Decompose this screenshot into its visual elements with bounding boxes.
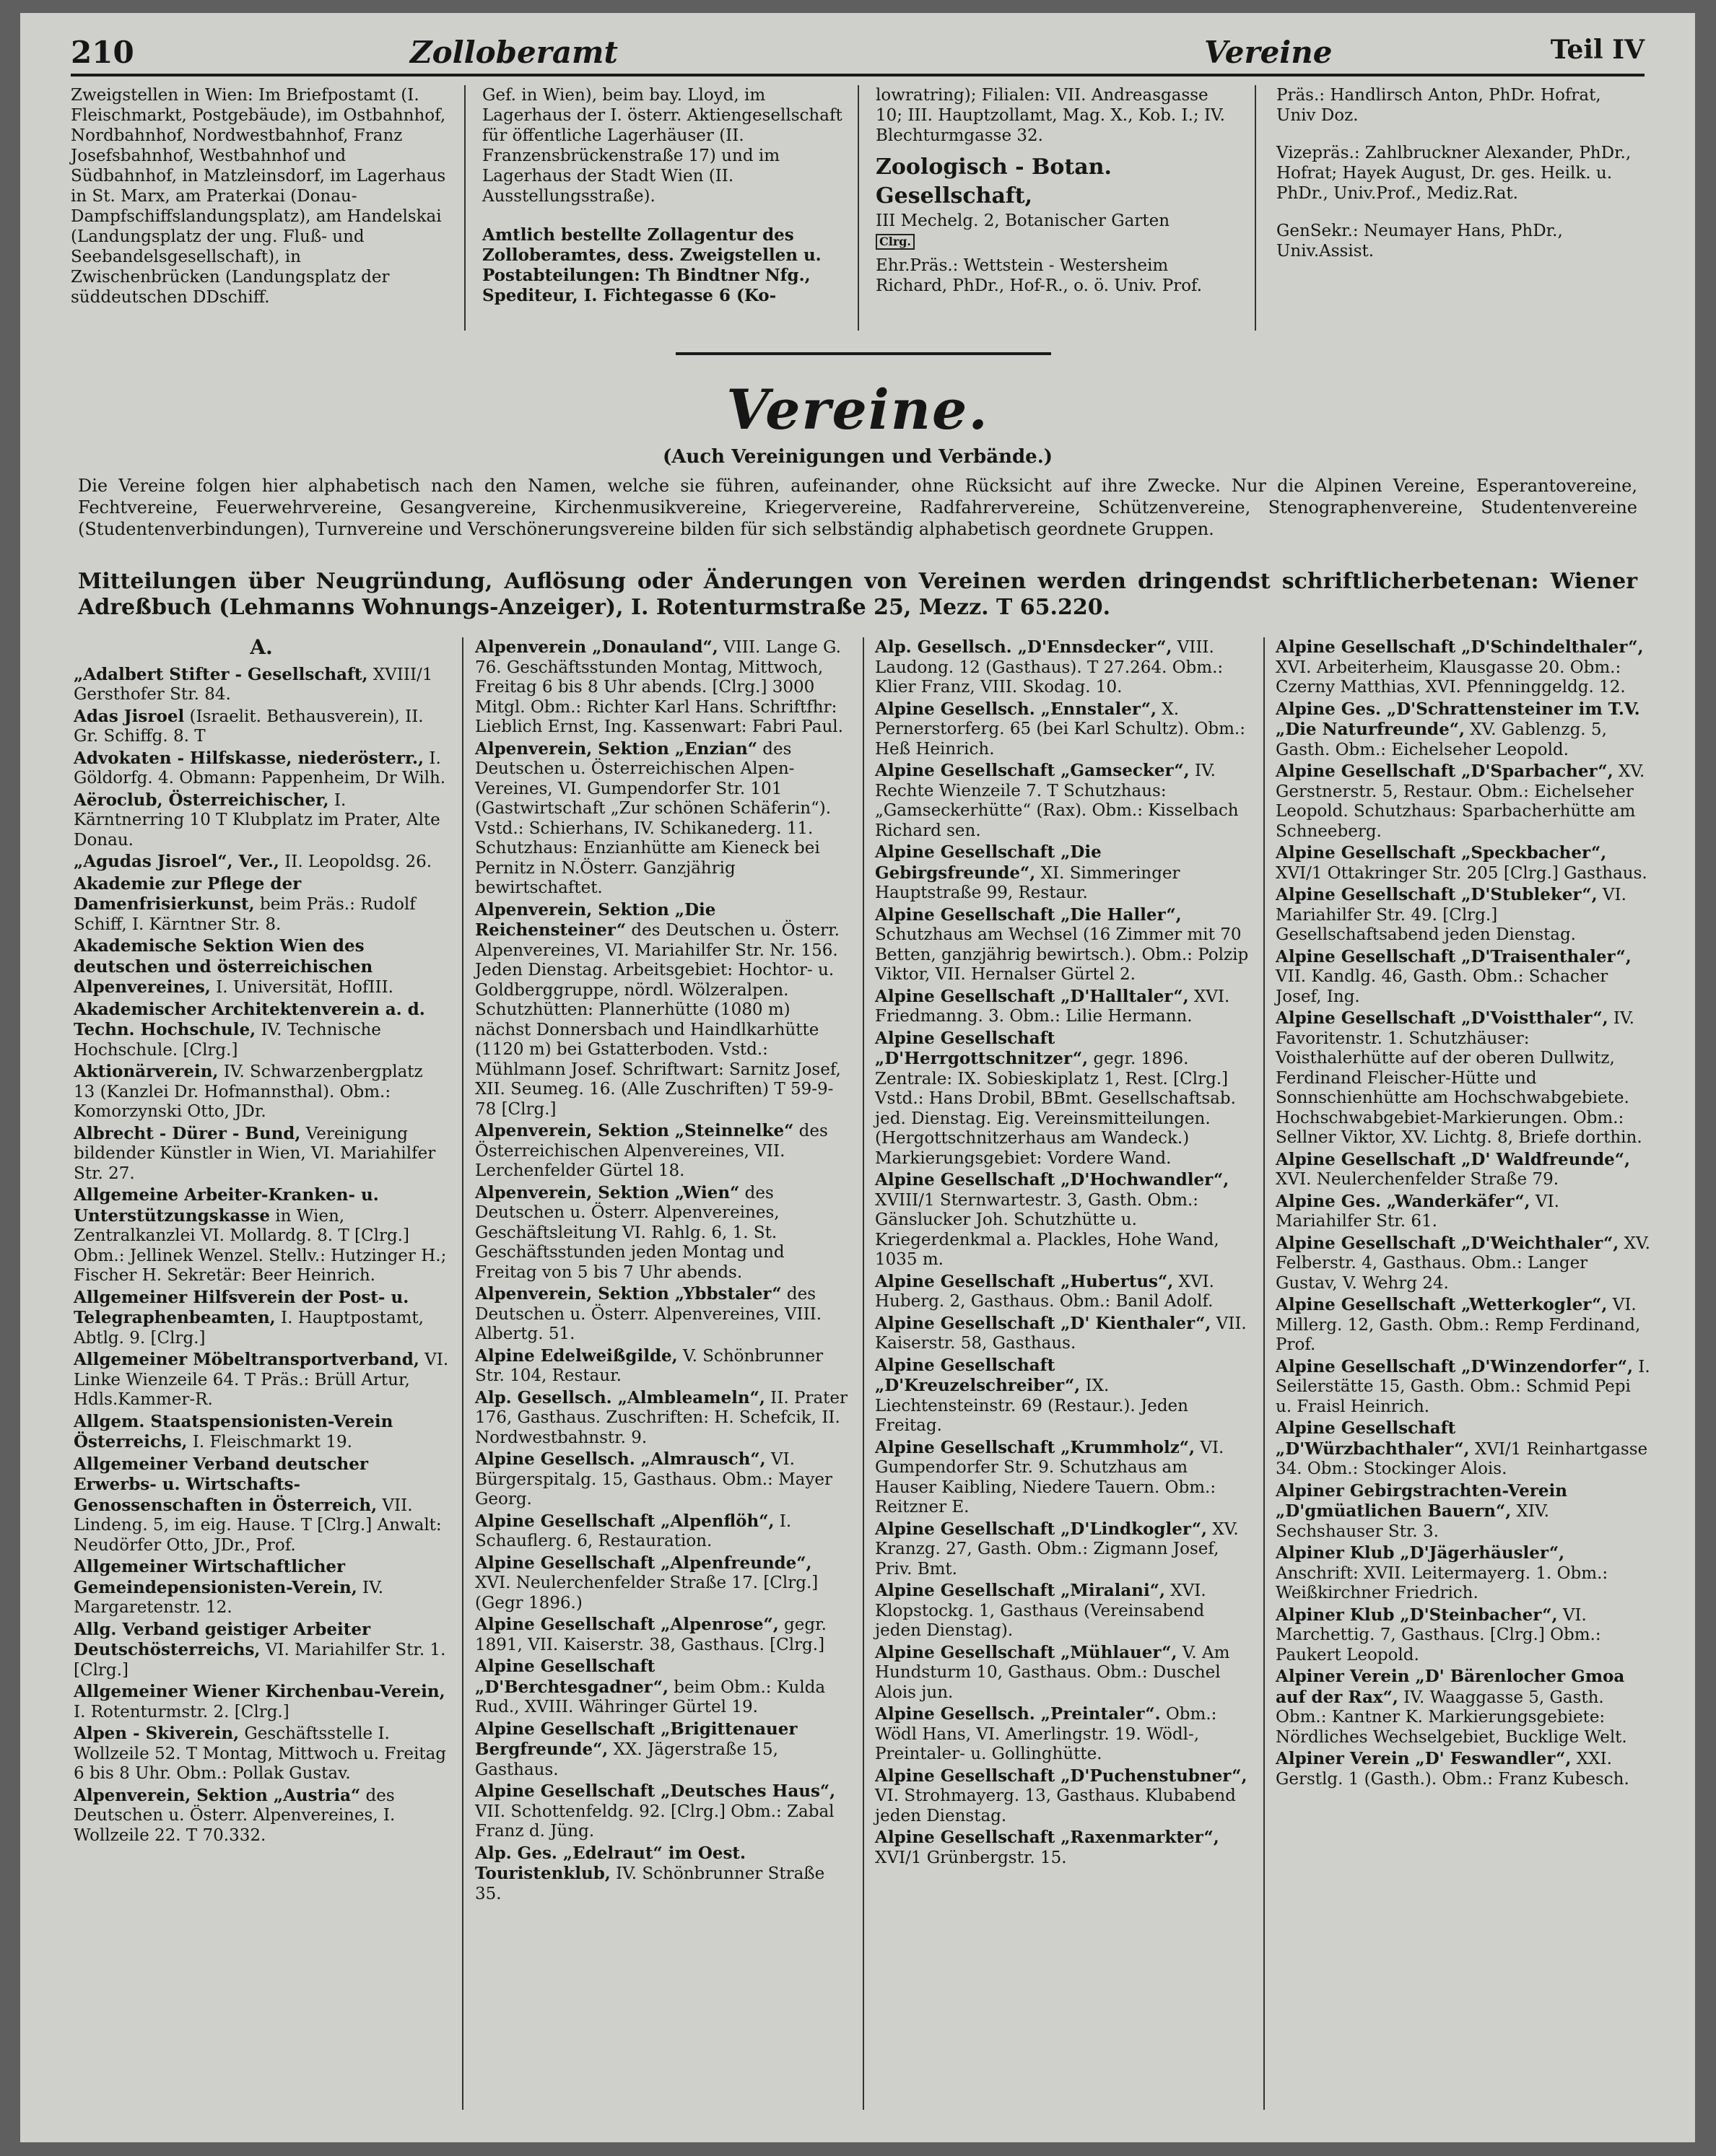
entry-details: IV. Rechte Wienzeile 7. T Schutzhaus: „Gamseckerhütte“ (Rax). Obm.: Kisselbach Richard sen. bbox=[875, 761, 1239, 840]
entry-column-1 bbox=[74, 637, 449, 1847]
directory-entry bbox=[74, 1288, 449, 1349]
praesident: Präs.: Handlirsch Anton, PhDr. Hofrat, Univ Doz. bbox=[1276, 86, 1601, 125]
directory-entry bbox=[475, 1449, 850, 1510]
entry-details: VI. Gumpendorfer Str. 9. Schutzhaus am Hauser Kaibling, Niedere Tauern. Obm.: Reitzner E. bbox=[875, 1438, 1224, 1516]
entry-name: Alpine Gesellsch. „Ennstaler“, bbox=[875, 699, 1157, 719]
entry-details: X. Pernerstorferg. 65 (bei Karl Schultz). Obm.: Heß Heinrich. bbox=[875, 699, 1245, 759]
entry-name: Alpine Gesellschaft „D'Hochwandler“, bbox=[875, 1170, 1229, 1190]
entry-details: VIII. Lange G. 76. Geschäftsstunden Montag, Mittwoch, Freitag 6 bis 8 Uhr abends. [Clrg.] 3000 Mitgl. Obm.: Richter Karl Hans. Schriftfhr: Lieblich Ernst, Ing. Kassenwart: Fabri Paul. bbox=[475, 638, 843, 736]
entry-name: Alpine Gesellschaft „D'Schindelthaler“, bbox=[1276, 637, 1644, 657]
directory-entry bbox=[74, 1412, 449, 1453]
entry-name: Alpiner Verein „D' Feswandler“, bbox=[1276, 1749, 1572, 1768]
top-column-2-text: Gef. in Wien), beim bay. Lloyd, im Lagerhaus der I. österr. Aktiengesellschaft für öffentliche Lagerhäuser (II. Franzensbrückenstraße 17) und im Lagerhaus der Stadt Wien (II. Ausstellungsstraße). bbox=[482, 86, 842, 206]
entry-name: Alpine Gesellschaft „Die Gebirgsfreunde“, bbox=[875, 842, 1102, 883]
zoologisch-botan-name: Zoologisch - Botan. Gesellschaft, bbox=[876, 154, 1112, 209]
directory-entry bbox=[74, 1620, 449, 1681]
entry-details: VII. Lindeng. 5, im eig. Hause. T [Clrg.] Anwalt: Neudörfer Otto, JDr., Prof. bbox=[74, 1496, 442, 1555]
letter-heading: A. bbox=[250, 635, 273, 659]
directory-entry bbox=[475, 1511, 850, 1552]
entry-name: Alpine Gesellschaft „Gamsecker“, bbox=[875, 761, 1190, 780]
section-subtitle: (Auch Vereinigungen und Verbände.) bbox=[662, 446, 1053, 468]
entry-details: VI. Strohmayerg. 13, Gasthaus. Klubabend jeden Dienstag. bbox=[875, 1786, 1236, 1825]
directory-entry bbox=[475, 1719, 850, 1781]
entry-name: Alpine Gesellschaft „Alpenflöh“, bbox=[475, 1511, 775, 1531]
directory-entry bbox=[74, 749, 449, 789]
entry-name: Alpenverein „Donauland“, bbox=[475, 637, 718, 657]
zoologisch-botan-address: III Mechelg. 2, Botanischer Garten bbox=[876, 211, 1170, 230]
entry-name: Alpine Gesellschaft „Deutsches Haus“, bbox=[475, 1781, 836, 1801]
entry-name: Alpine Gesellschaft „Brigittenauer Bergfreunde“, bbox=[475, 1719, 798, 1759]
entry-details: IV. Margaretenstr. 12. bbox=[74, 1578, 384, 1617]
directory-entry bbox=[475, 1284, 850, 1345]
directory-entry bbox=[74, 1062, 449, 1122]
directory-entry bbox=[1276, 843, 1651, 883]
entry-name: Allgemeiner Wirtschaftlicher Gemeindepensionisten-Verein, bbox=[74, 1557, 357, 1597]
entry-name: Allg. Verband geistiger Arbeiter Deutschösterreichs, bbox=[74, 1619, 371, 1659]
entry-details: des Deutschen u. Österr. Alpenvereines, Geschäftsleitung VI. Rahlg. 6, 1. St. Geschäftsstunden jeden Montag und Freitag von 5 bis 7 Uhr abends. bbox=[475, 1183, 785, 1282]
entry-details: I. Schauflerg. 6, Restauration. bbox=[475, 1511, 792, 1550]
entry-name: Alpine Gesellschaft „D'Winzendorfer“, bbox=[1276, 1356, 1633, 1376]
entry-details: V. Schönbrunner Str. 104, Restaur. bbox=[475, 1346, 824, 1385]
entry-details: des Deutschen u. Österr. Alpenvereines, VIII. Albertg. 51. bbox=[475, 1285, 822, 1343]
entry-name: Alpine Gesellschaft „Raxenmarkter“, bbox=[875, 1828, 1219, 1847]
top-column-3 bbox=[876, 85, 1237, 296]
entry-details: (Israelit. Bethausverein), II. Gr. Schiffg. 8. T bbox=[74, 707, 424, 746]
entry-name: Alp. Gesellsch. „D'Ennsdecker“, bbox=[875, 637, 1172, 657]
directory-entry bbox=[1276, 1008, 1651, 1148]
directory-entry bbox=[1276, 1543, 1651, 1604]
entry-details: VI. Mariahilfer Str. 1. [Clrg.] bbox=[74, 1641, 446, 1680]
directory-entry bbox=[74, 1557, 449, 1618]
entry-details: XVI. Neulerchenfelder Straße 79. bbox=[1276, 1170, 1559, 1189]
directory-entry bbox=[875, 1643, 1250, 1703]
entry-name: Alpiner Gebirgstrachten-Verein „D'gmüatlichen Bauern“, bbox=[1276, 1480, 1567, 1521]
entry-name: Alpine Gesellschaft „Alpenfreunde“, bbox=[475, 1553, 812, 1573]
entry-name: Alpine Gesellschaft „D' Waldfreunde“, bbox=[1276, 1149, 1631, 1169]
entry-name: Alpine Gesellschaft „D'Traisenthaler“, bbox=[1276, 946, 1632, 966]
entry-details: VI. Bürgerspitalg. 15, Gasthaus. Obm.: Mayer Georg. bbox=[475, 1450, 832, 1509]
directory-entry bbox=[74, 1682, 449, 1722]
entry-name: Alpine Gesellschaft „Alpenrose“, bbox=[475, 1615, 779, 1634]
entry-name: Alpenverein, Sektion „Wien“ bbox=[475, 1182, 740, 1203]
entry-name: Alpen - Skiverein, bbox=[74, 1724, 240, 1743]
entry-details: XVI. Friedmanng. 3. Obm.: Lilie Hermann. bbox=[875, 987, 1230, 1026]
clrg-tag: Clrg. bbox=[876, 234, 915, 250]
entry-name: Allgemeiner Hilfsverein der Post- u. Telegraphenbeamten, bbox=[74, 1287, 409, 1327]
directory-entry bbox=[875, 1029, 1250, 1169]
directory-entry bbox=[74, 1350, 449, 1410]
entry-name: Adas Jisroel bbox=[74, 706, 185, 726]
directory-entry bbox=[875, 1828, 1250, 1868]
entry-details: IV. Waaggasse 5, Gasth. Obm.: Kantner K. Markierungsgebiete: Nördliches Wechselgebiet, Bucklige Welt. bbox=[1276, 1688, 1627, 1747]
directory-entry bbox=[1276, 1150, 1651, 1190]
directory-entry bbox=[74, 665, 449, 705]
entry-name: Advokaten - Hilfskasse, niederösterr., bbox=[74, 748, 424, 768]
directory-entry bbox=[875, 1356, 1250, 1436]
entry-details: Geschäftsstelle I. Wollzeile 52. T Montag, Mittwoch u. Freitag 6 bis 8 Uhr. Obm.: Pollak Gustav. bbox=[74, 1724, 447, 1783]
entry-details: I. Kärntnerring 10 T Klubplatz im Prater, Alte Donau. bbox=[74, 790, 440, 850]
directory-entry bbox=[475, 1553, 850, 1614]
entry-name: Alp. Ges. „Edelraut“ im Oest. Touristenklub, bbox=[475, 1843, 746, 1883]
section-rule bbox=[676, 352, 1051, 355]
entry-name: Akademischer Architektenverein a. d. Techn. Hochschule, bbox=[74, 999, 425, 1039]
entry-name: Alpine Gesellschaft „D'Sparbacher“, bbox=[1276, 761, 1613, 781]
generalsekretaer: GenSekr.: Neumayer Hans, PhDr., Univ.Assist. bbox=[1276, 222, 1563, 261]
entry-details: I. Universität, HofIII. bbox=[210, 978, 393, 997]
entry-name: Albrecht - Dürer - Bund, bbox=[74, 1123, 301, 1143]
entry-details: XV. Gablenzg. 5, Gasth. Obm.: Eichelseher Leopold. bbox=[1276, 720, 1607, 759]
entry-column-4 bbox=[1276, 637, 1651, 1791]
zollagentur-entry: Amtlich bestellte Zollagentur des Zolloberamtes, dess. Zweigstellen u. Postabteilungen: Th Bindtner Nfg., Spediteur, I. Fichtegasse 6 (Ko- bbox=[482, 225, 822, 305]
column-divider bbox=[464, 85, 466, 331]
directory-entry bbox=[74, 874, 449, 935]
directory-entry bbox=[475, 1388, 850, 1449]
entry-details: des Deutschen u. Österr. Alpenvereines, VI. Mariahilfer Str. Nr. 156. Jeden Dienstag. Arbeitsgebiet: Hochtor- u. Goldberggruppe, nördl. Wölzeralpen. Schutzhütten: Plannerhütte (1080 m) nächst Donnersbach und Haindlkarhütte (1120 m) bei Gstatterboden. Vstd.: Mühlmann Josef. Schriftwart: Sarnitz Josef, XII. Seumeg. 16. (Alle Zuschriften) T 59-9-78 [Clrg.] bbox=[475, 921, 841, 1119]
entry-name: Alpenverein, Sektion „Die Reichensteiner“ bbox=[475, 899, 716, 940]
entry-details: VII. Kandlg. 46, Gasth. Obm.: Schacher Josef, Ing. bbox=[1276, 967, 1608, 1006]
column-divider bbox=[858, 85, 859, 331]
entry-details: I. Seilerstätte 15, Gasth. Obm.: Schmid Pepi u. Fraisl Heinrich. bbox=[1276, 1357, 1650, 1416]
entry-name: Aktionärverein, bbox=[74, 1062, 219, 1081]
intro-paragraph: Die Vereine folgen hier alphabetisch nach den Namen, welche sie führen, aufeinander, ohne Rücksicht auf ihre Zwecke. Nur die Alpinen Vereine, Esperantovereine, Fechtvereine, Feuerwehrvereine, Gesangvereine, Kirchenmusikvereine, Kriegervereine, Radfahrervereine, Schützenvereine, Stenographenvereine, Studentenvereine (Studentenverbindungen), Turnvereine und Verschönerungsvereine bilden für sich selbständig alphabetisch geordnete Gruppen. bbox=[78, 476, 1637, 539]
top-column-3-text: lowratring); Filialen: VII. Andreasgasse 10; III. Hauptzollamt, Mag. X., Kob. I.; IV. Blechturmgasse 32. bbox=[876, 86, 1225, 145]
directory-entry bbox=[1276, 1234, 1651, 1294]
entry-details: II. Leopoldsg. 26. bbox=[279, 852, 432, 871]
entry-name: Alpiner Klub „D'Steinbacher“, bbox=[1276, 1605, 1558, 1625]
directory-entry bbox=[875, 905, 1250, 985]
entry-details: beim Präs.: Rudolf Schiff, I. Kärntner Str. 8. bbox=[74, 895, 416, 934]
entry-name: Alpine Gesellschaft „Miralani“, bbox=[875, 1581, 1165, 1600]
section-title: Vereine. bbox=[726, 377, 989, 442]
entry-details: XXI. Gerstlg. 1 (Gasth.). Obm.: Franz Kubesch. bbox=[1276, 1750, 1629, 1789]
directory-entry bbox=[875, 1704, 1250, 1765]
directory-entry bbox=[875, 637, 1250, 698]
entry-details: XV. Felberstr. 4, Gasthaus. Obm.: Langer Gustav, V. Wehrg 24. bbox=[1276, 1234, 1650, 1293]
entry-details: gegr. 1896. Zentrale: IX. Sobieskiplatz 1, Rest. [Clrg.] Vstd.: Hans Drobil, BBmt. Gesellschaftsab. jed. Dienstag. Eig. Vereinsmitteilungen. (Hergottschnitzerhaus am Wandeck.) Markierungsgebiet: Vordere Wand. bbox=[875, 1049, 1236, 1168]
directory-entry bbox=[74, 1000, 449, 1061]
entry-name: Alp. Gesellsch. „Almbleameln“, bbox=[475, 1387, 765, 1407]
entry-name: Akademie zur Pflege der Damenfrisierkunst, bbox=[74, 873, 302, 914]
entry-name: Alpine Gesellschaft „Speckbacher“, bbox=[1276, 843, 1607, 863]
entry-details: XVI. Huberg. 2, Gasthaus. Obm.: Banil Adolf. bbox=[875, 1272, 1214, 1311]
directory-entry bbox=[1276, 699, 1651, 761]
entry-name: Alpine Gesellschaft „Die Haller“, bbox=[875, 904, 1182, 925]
directory-entry bbox=[875, 761, 1250, 841]
entry-name: Alpine Gesellschaft „D'Kreuzelschreiber“, bbox=[875, 1355, 1081, 1395]
entry-name: Allgemeiner Verband deutscher Erwerbs- u. Wirtschafts-Genossenschaften in Österreich, bbox=[74, 1454, 378, 1515]
directory-entry bbox=[475, 637, 850, 738]
directory-entry bbox=[74, 852, 449, 873]
entry-name: Alpine Gesellschaft „D'Lindkogler“, bbox=[875, 1519, 1208, 1539]
entry-name: Alpine Ges. „D'Schrattensteiner im T.V. „Die Naturfreunde“, bbox=[1276, 699, 1640, 739]
directory-entry bbox=[475, 1183, 850, 1283]
entry-column-2 bbox=[475, 637, 850, 1906]
entry-name: Alpine Gesellschaft „D' Kienthaler“, bbox=[875, 1313, 1211, 1333]
entry-name: Alpine Ges. „Wanderkäfer“, bbox=[1276, 1191, 1530, 1211]
entry-name: Akademische Sektion Wien des deutschen und österreichischen Alpenvereines, bbox=[74, 936, 373, 997]
entry-name: Alpiner Verein „D' Bärenlocher Gmoa auf der Rax“, bbox=[1276, 1667, 1625, 1707]
directory-entry bbox=[1276, 761, 1651, 842]
entry-details: VIII. Laudong. 12 (Gasthaus). T 27.264. Obm.: Klier Franz, VIII. Skodag. 10. bbox=[875, 638, 1224, 697]
entry-details: Schutzhaus am Wechsel (16 Zimmer mit 70 Betten, ganzjährig bewirtsch.). Obm.: Polzip Viktor, VII. Hernalser Gürtel 2. bbox=[875, 925, 1249, 984]
directory-entry bbox=[475, 1346, 850, 1387]
directory-entry bbox=[1276, 1357, 1651, 1418]
entry-details: V. Am Hundsturm 10, Gasthaus. Obm.: Duschel Alois jun. bbox=[875, 1643, 1230, 1702]
entry-columns bbox=[74, 637, 1655, 2124]
entry-name: Alpine Gesellschaft „D'Würzbachthaler“, bbox=[1276, 1418, 1470, 1459]
directory-entry bbox=[1276, 1192, 1651, 1232]
directory-entry bbox=[1276, 885, 1651, 946]
entry-name: Allgemeiner Wiener Kirchenbau-Verein, bbox=[74, 1682, 445, 1701]
continued-entries bbox=[71, 85, 1645, 345]
entry-details: XVI. Arbeiterheim, Klausgasse 20. Obm.: Czerny Matthias, XVI. Pfenninggeldg. 12. bbox=[1276, 658, 1626, 697]
entry-details: des Österreichischen Alpenvereines, VII. Lerchenfelder Gürtel 18. bbox=[475, 1122, 828, 1180]
directory-entry bbox=[1276, 947, 1651, 1008]
column-divider bbox=[863, 637, 864, 2110]
entry-details: XVIII/1 Gersthofer Str. 84. bbox=[74, 665, 433, 704]
entry-name: Alpine Gesellschaft „Krummholz“, bbox=[875, 1437, 1195, 1457]
entry-name: Alpine Gesellschaft „D'Halltaler“, bbox=[875, 986, 1189, 1006]
page-header bbox=[71, 29, 1645, 79]
directory-entry bbox=[1276, 1605, 1651, 1666]
entry-details: VI. Mariahilfer Str. 61. bbox=[1276, 1192, 1559, 1231]
directory-entry bbox=[875, 1581, 1250, 1641]
entry-name: „Agudas Jisroel“, Ver., bbox=[74, 852, 279, 871]
entry-details: IV. Schönbrunner Straße 35. bbox=[475, 1864, 825, 1903]
entry-details: XVI. Neulerchenfelder Straße 17. [Clrg.] (Gegr 1896.) bbox=[475, 1574, 819, 1612]
entry-details: IV. Favoritenstr. 1. Schutzhäuser: Voisthalerhütte auf der oberen Dullwitz, Ferdinand Fleischer-Hütte und Sonnschienhütte am Hochschwabgebiete. Hochschwabgebiet-Markierungen. Obm.: Sellner Viktor, XV. Lichtg. 8, Briefe dorthin. bbox=[1276, 1009, 1642, 1147]
entry-name: Alpenverein, Sektion „Austria“ bbox=[74, 1785, 361, 1805]
directory-entry bbox=[74, 1454, 449, 1556]
directory-entry bbox=[875, 1766, 1250, 1827]
directory-entry bbox=[875, 1272, 1250, 1312]
entry-details: XI. Simmeringer Hauptstraße 99, Restaur. bbox=[875, 863, 1180, 902]
entry-details: in Wien, Zentralkanzlei VI. Mollardg. 8. T [Clrg.] Obm.: Jellinek Wenzel. Stellv.: Hutzinger H.; Fischer H. Sekretär: Beer Heinrich. bbox=[74, 1206, 447, 1285]
entry-details: XVI/1 Ottakringer Str. 205 [Clrg.] Gasthaus. bbox=[1276, 863, 1647, 883]
entry-details: I. Fleischmarkt 19. bbox=[187, 1433, 352, 1452]
directory-entry bbox=[875, 1170, 1250, 1270]
entry-details: II. Prater 176, Gasthaus. Zuschriften: H. Schefcik, II. Nordwestbahnstr. 9. bbox=[475, 1388, 848, 1447]
directory-entry bbox=[475, 1781, 850, 1842]
entry-name: Alpenverein, Sektion „Steinnelke“ bbox=[475, 1121, 794, 1140]
directory-entry bbox=[875, 699, 1250, 760]
entry-details: XV. Gerstnerstr. 5, Restaur. Obm.: Eichelseher Leopold. Schutzhaus: Sparbacherhütte am Schneeberg. bbox=[1276, 762, 1645, 841]
entry-name: Alpenverein, Sektion „Ybbstaler“ bbox=[475, 1284, 782, 1304]
directory-entry bbox=[875, 987, 1250, 1027]
entry-name: „Adalbert Stifter - Gesellschaft, bbox=[74, 664, 368, 684]
entry-details: XIV. Sechshauser Str. 3. bbox=[1276, 1502, 1549, 1541]
directory-entry bbox=[1276, 1481, 1651, 1542]
directory-entry bbox=[475, 1121, 850, 1182]
notice-paragraph: Mitteilungen über Neugründung, Auflösung oder Änderungen von Vereinen werden dringendst schriftlicherbetenan: Wiener Adreßbuch (Lehmanns Wohnungs-Anzeiger), I. Rotenturmstraße 25, Mezz. T 65.220. bbox=[78, 569, 1637, 620]
entry-name: Alpine Gesellschaft „D'Stubleker“, bbox=[1276, 885, 1598, 904]
vizepraesident: Vizepräs.: Zahlbruckner Alexander, PhDr., Hofrat; Hayek August, Dr. ges. Heilk. u. PhDr., Univ.Prof., Mediz.Rat. bbox=[1276, 144, 1632, 203]
entry-name: Allgemeine Arbeiter-Kranken- u. Unterstützungskasse bbox=[74, 1185, 379, 1226]
entry-details: IX. Liechtensteinstr. 69 (Restaur.). Jeden Freitag. bbox=[875, 1376, 1188, 1435]
directory-entry bbox=[74, 1185, 449, 1286]
entry-details: XVI/1 Grünbergstr. 15. bbox=[875, 1848, 1067, 1867]
top-column-4 bbox=[1276, 85, 1645, 261]
directory-entry bbox=[74, 1786, 449, 1846]
directory-entry bbox=[1276, 1667, 1651, 1747]
entry-name: Alpine Gesellschaft „D'Weichthaler“, bbox=[1276, 1233, 1619, 1253]
entry-details: I. Rotenturmstr. 2. [Clrg.] bbox=[74, 1702, 289, 1721]
entry-name: Alpine Gesellschaft „Wetterkogler“, bbox=[1276, 1295, 1608, 1314]
directory-entry bbox=[875, 842, 1250, 904]
entry-details: VII. Schottenfeldg. 92. [Clrg.] Obm.: Zabal Franz d. Jüng. bbox=[475, 1802, 835, 1841]
directory-entry bbox=[875, 1438, 1250, 1518]
directory-entry bbox=[475, 1843, 850, 1905]
entry-name: Alpine Gesellsch. „Preintaler“. bbox=[875, 1704, 1161, 1724]
directory-page bbox=[20, 13, 1695, 2142]
entry-details: IV. Schwarzenbergplatz 13 (Kanzlei Dr. Hofmannsthal). Obm.: Komorzynski Otto, JDr. bbox=[74, 1062, 423, 1121]
top-column-2 bbox=[482, 85, 843, 306]
entry-details: VI. Linke Wienzeile 64. T Präs.: Brüll Artur, Hdls.Kammer-R. bbox=[74, 1350, 449, 1409]
entry-details: VII. Kaiserstr. 58, Gasthaus. bbox=[875, 1314, 1247, 1353]
directory-entry bbox=[475, 900, 850, 1120]
entry-details: I. Göldorfg. 4. Obmann: Pappenheim, Dr Wilh. bbox=[74, 749, 446, 787]
entry-name: Alpine Gesellschaft „Hubertus“, bbox=[875, 1271, 1174, 1291]
entry-details: Obm.: Wödl Hans, VI. Amerlingstr. 19. Wödl-, Preintaler- u. Gollinghütte. bbox=[875, 1705, 1217, 1763]
column-divider bbox=[1263, 637, 1265, 2110]
directory-entry bbox=[74, 1724, 449, 1784]
directory-entry bbox=[875, 1519, 1250, 1580]
directory-entry bbox=[74, 790, 449, 851]
zoologisch-botan-officer: Ehr.Präs.: Wettstein - Westersheim Richard, PhDr., Hof-R., o. ö. Univ. Prof. bbox=[876, 256, 1203, 295]
entry-name: Alpine Gesellschaft „D'Voistthaler“, bbox=[1276, 1008, 1608, 1028]
entry-details: XVIII/1 Sternwartestr. 3, Gasth. Obm.: Gänslucker Joh. Schutzhütte u. Kriegerdenkmal a. Plackles, Hohe Wand, 1035 m. bbox=[875, 1190, 1219, 1269]
entry-details: XX. Jägerstraße 15, Gasthaus. bbox=[475, 1740, 778, 1779]
entry-details: VI. Millerg. 12, Gasth. Obm.: Remp Ferdinand, Prof. bbox=[1276, 1296, 1641, 1354]
directory-entry bbox=[74, 936, 449, 998]
directory-entry bbox=[1276, 637, 1651, 698]
directory-entry bbox=[475, 1615, 850, 1655]
entry-name: Alpine Gesellschaft „D'Berchtesgadner“, bbox=[475, 1657, 668, 1697]
top-column-1: Zweigstellen in Wien: Im Briefpostamt (I. Fleischmarkt, Postgebäude), im Ostbahnhof, Nordbahnhof, Nordwestbahnhof, Franz Josefsbahnhof, Westbahnhof und Südbahnhof, in Matzleinsdorf, im Lagerhaus in St. Marx, am Praterkai (Donau-Dampfschiffslandungsplatz), am Handelskai (Landungsplatz der ung. Fluß- und Seebandelsgesellschaft), in Zwischenbrücken (Landungsplatz der süddeutschen DDschiff. bbox=[71, 86, 446, 307]
entry-details: XVI/1 Reinhartgasse 34. Obm.: Stockinger Alois. bbox=[1276, 1439, 1648, 1478]
directory-entry bbox=[475, 1657, 850, 1718]
entry-details: beim Obm.: Kulda Rud., XVIII. Währinger Gürtel 19. bbox=[475, 1677, 826, 1716]
entry-details: des Deutschen u. Österreichischen Alpen-Vereines, VI. Gumpendorfer Str. 101 (Gastwirtschaft „Zur schönen Schäferin“). Vstd.: Schierhans, IV. Schikanederg. 11. Schutzhaus: Enzianhütte am Kieneck bei Pernitz in N.Österr. Ganzjährig bewirtschaftet. bbox=[475, 739, 832, 897]
section-label: Teil IV bbox=[1550, 35, 1645, 65]
page-number: 210 bbox=[71, 35, 134, 70]
entry-name: Alpine Gesellschaft „Mühlauer“, bbox=[875, 1642, 1177, 1662]
entry-name: Alpiner Klub „D'Jägerhäusler“, bbox=[1276, 1543, 1565, 1563]
entry-details: XV. Kranzg. 27, Gasth. Obm.: Zigmann Josef, Priv. Bmt. bbox=[875, 1519, 1239, 1579]
directory-entry bbox=[475, 739, 850, 899]
directory-entry bbox=[1276, 1749, 1651, 1789]
entry-column-3 bbox=[875, 637, 1250, 1869]
entry-name: Aëroclub, Österreichischer, bbox=[74, 790, 329, 810]
column-divider bbox=[1255, 85, 1256, 331]
entry-name: Alpine Edelweißgilde, bbox=[475, 1345, 678, 1366]
directory-entry bbox=[875, 1314, 1250, 1354]
entry-details: des Deutschen u. Österr. Alpenvereines, I. Wollzeile 22. T 70.332. bbox=[74, 1786, 396, 1845]
column-divider bbox=[462, 637, 463, 2110]
entry-name: Alpine Gesellschaft „D'Herrgottschnitzer“, bbox=[875, 1028, 1089, 1068]
entry-name: Alpine Gesellsch. „Almrausch“, bbox=[475, 1449, 766, 1469]
entry-details: XVI. Klopstockg. 1, Gasthaus (Vereinsabend jeden Dienstag). bbox=[875, 1581, 1206, 1640]
entry-details: Vereinigung bildender Künstler in Wien, VI. Mariahilfer Str. 27. bbox=[74, 1124, 436, 1183]
directory-entry bbox=[74, 707, 449, 747]
entry-details: VI. Mariahilfer Str. 49. [Clrg.] Gesellschaftsabend jeden Dienstag. bbox=[1276, 886, 1626, 944]
entry-name: Allgem. Staatspensionisten-Verein Österreichs, bbox=[74, 1411, 393, 1452]
entry-name: Allgemeiner Möbeltransportverband, bbox=[74, 1350, 419, 1369]
running-title-left: Zolloberamt bbox=[410, 35, 618, 70]
entry-details: I. Hauptpostamt, Abtlg. 9. [Clrg.] bbox=[74, 1309, 424, 1348]
entry-details: Anschrift: XVII. Leitermayerg. 1. Obm.: Weißkirchner Friedrich. bbox=[1276, 1563, 1608, 1602]
header-rule bbox=[71, 74, 1645, 77]
entry-name: Alpine Gesellschaft „D'Puchenstubner“, bbox=[875, 1766, 1247, 1786]
entry-name: Alpenverein, Sektion „Enzian“ bbox=[475, 738, 757, 759]
entry-details: IV. Technische Hochschule. [Clrg.] bbox=[74, 1021, 381, 1060]
entry-details: gegr. 1891, VII. Kaiserstr. 38, Gasthaus. [Clrg.] bbox=[475, 1615, 827, 1654]
directory-entry bbox=[1276, 1295, 1651, 1356]
running-title-right: Vereine bbox=[1204, 35, 1333, 70]
directory-entry bbox=[74, 1124, 449, 1184]
entry-details: VI. Marchettig. 7, Gasthaus. [Clrg.] Obm.: Paukert Leopold. bbox=[1276, 1605, 1601, 1664]
directory-entry bbox=[1276, 1418, 1651, 1480]
